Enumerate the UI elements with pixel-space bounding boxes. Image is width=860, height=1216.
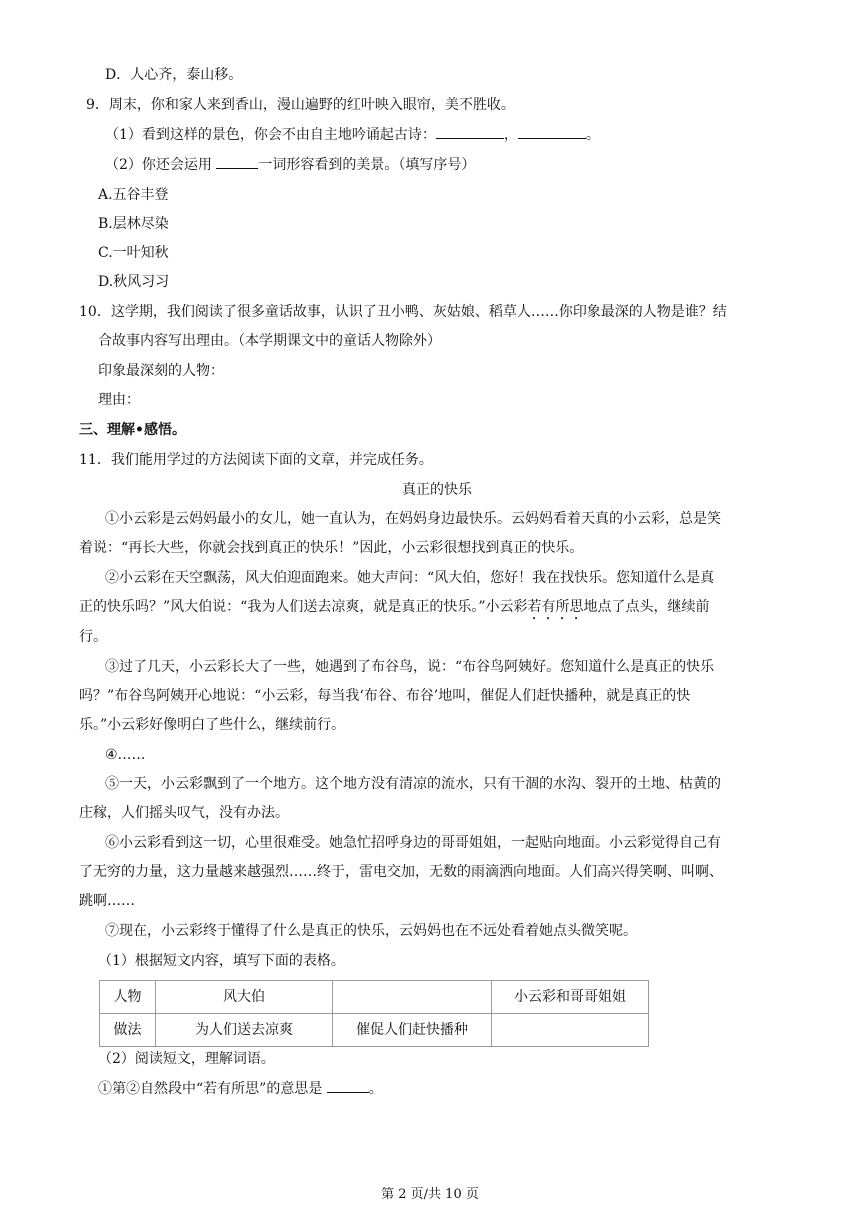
table-cell: 小云彩和哥哥姐姐 <box>492 981 649 1014</box>
table-cell: 人物 <box>100 981 156 1014</box>
answer-blank[interactable] <box>216 154 258 169</box>
passage-title: 真正的快乐 <box>402 482 472 498</box>
para3-line1: ③过了几天，小云彩长大了一些，她遇到了布谷鸟，说：“布谷鸟阿姨好。您知道什么是真正的快乐 <box>105 659 715 675</box>
para5-line2: 庄稼，人们摇头叹气，没有办法。 <box>79 805 289 821</box>
section-heading: 三、理解•感悟。 <box>79 422 186 438</box>
task2-item1 <box>98 1078 383 1100</box>
para7: ⑦现在，小云彩终于懂得了什么是真正的快乐，云妈妈也在不远处看着她点头微笑呢。 <box>105 923 637 939</box>
table-row <box>100 981 649 1014</box>
table-cell-blank[interactable] <box>333 981 492 1014</box>
q9-option-a: A.五谷丰登 <box>98 187 169 203</box>
para6-line3: 跳啊…… <box>79 893 135 909</box>
para6-line1: ⑥小云彩看到这一切，心里很难受。她急忙招呼身边的哥哥姐姐，一起贴向地面。小云彩觉得自己有 <box>105 835 721 851</box>
q10-stem-line1: 10．这学期，我们阅读了很多童话故事，认识了丑小鸭、灰姑娘、稻草人……你印象最深的人物是谁？结 <box>79 304 727 320</box>
q10-stem-line2: 合故事内容写出理由。（本学期课文中的童话人物除外） <box>98 333 441 349</box>
para2-line1: ②小云彩在天空飘荡，风大伯迎面跑来。她大声问：“风大伯，您好！我在找快乐。您知道什么是真 <box>105 570 715 586</box>
table-row <box>100 1014 649 1047</box>
para3-line3: 乐。”小云彩好像明白了些什么，继续前行。 <box>79 717 346 733</box>
para2-text-c: 地点了点头，继续前 <box>583 599 710 615</box>
answer-blank[interactable] <box>436 124 504 139</box>
q10-person-label: 印象最深刻的人物： <box>98 363 224 379</box>
task2-label: （2）阅读短文，理解词语。 <box>98 1051 275 1067</box>
task2-item1-end: 。 <box>368 1081 383 1097</box>
para4: ④…… <box>105 747 146 763</box>
answer-blank[interactable] <box>327 1078 369 1093</box>
q10-reason-label: 理由： <box>98 392 140 408</box>
emphasized-phrase: 若有所思 <box>527 599 584 615</box>
q8-option-d: D．人心齐，泰山移。 <box>105 67 243 83</box>
para2-text-a: 正的快乐吗？”风大伯说：“我为人们送去凉爽，就是真正的快乐。”小云彩 <box>79 599 528 615</box>
para2-line3: 行。 <box>79 629 107 645</box>
table-cell: 做法 <box>100 1014 156 1047</box>
task2-item1-text: ①第②自然段中“若有所思”的意思是 <box>98 1081 327 1097</box>
q9-part2-text: （2）你还会运用 <box>105 157 217 173</box>
table-cell: 为人们送去凉爽 <box>156 1014 333 1047</box>
q9-option-b: B.层林尽染 <box>98 216 169 232</box>
q9-part2 <box>105 154 475 176</box>
para2-line2 <box>79 596 709 623</box>
q9-option-c: C.一叶知秋 <box>98 245 169 261</box>
page-footer: 第 2 页/共 10 页 <box>381 1187 479 1202</box>
para1-line1: ①小云彩是云妈妈最小的女儿，她一直认为，在妈妈身边最快乐。云妈妈看着天真的小云彩，总是笑 <box>105 511 721 527</box>
q9-part1 <box>105 124 600 146</box>
answer-blank[interactable] <box>518 124 586 139</box>
para1-line2: 着说：“再长大些，你就会找到真正的快乐！”因此，小云彩很想找到真正的快乐。 <box>79 540 584 556</box>
table-cell-blank[interactable] <box>492 1014 649 1047</box>
task1-label: （1）根据短文内容，填写下面的表格。 <box>98 953 345 969</box>
q9-part2-suffix: 一词形容看到的美景。（填写序号） <box>258 157 476 173</box>
table-cell: 风大伯 <box>156 981 333 1014</box>
q9-part1-text: （1）看到这样的景色，你会不由自主地吟诵起古诗： <box>105 127 436 143</box>
para5-line1: ⑤一天，小云彩飘到了一个地方。这个地方没有清凉的流水，只有干涸的水沟、裂开的土地、枯黄的 <box>105 776 721 792</box>
q9-option-d: D.秋风习习 <box>98 274 170 290</box>
para6-line2: 了无穷的力量，这力量越来越强烈……终于，雷电交加，无数的雨滴洒向地面。人们高兴得笑啊、叫啊、 <box>79 864 723 880</box>
answer-table <box>99 980 649 1047</box>
para3-line2: 吗？”布谷鸟阿姨开心地说：“小云彩，每当我‘布谷、布谷’地叫，催促人们赶快播种，就是真正的快 <box>79 688 691 704</box>
table-cell: 催促人们赶快播种 <box>333 1014 492 1047</box>
q9-part1-end: 。 <box>585 127 600 143</box>
q11-stem: 11．我们能用学过的方法阅读下面的文章，并完成任务。 <box>79 452 433 468</box>
q9-part1-sep: ， <box>503 127 518 143</box>
q9-stem: 9．周末，你和家人来到香山，漫山遍野的红叶映入眼帘，美不胜收。 <box>86 97 515 113</box>
